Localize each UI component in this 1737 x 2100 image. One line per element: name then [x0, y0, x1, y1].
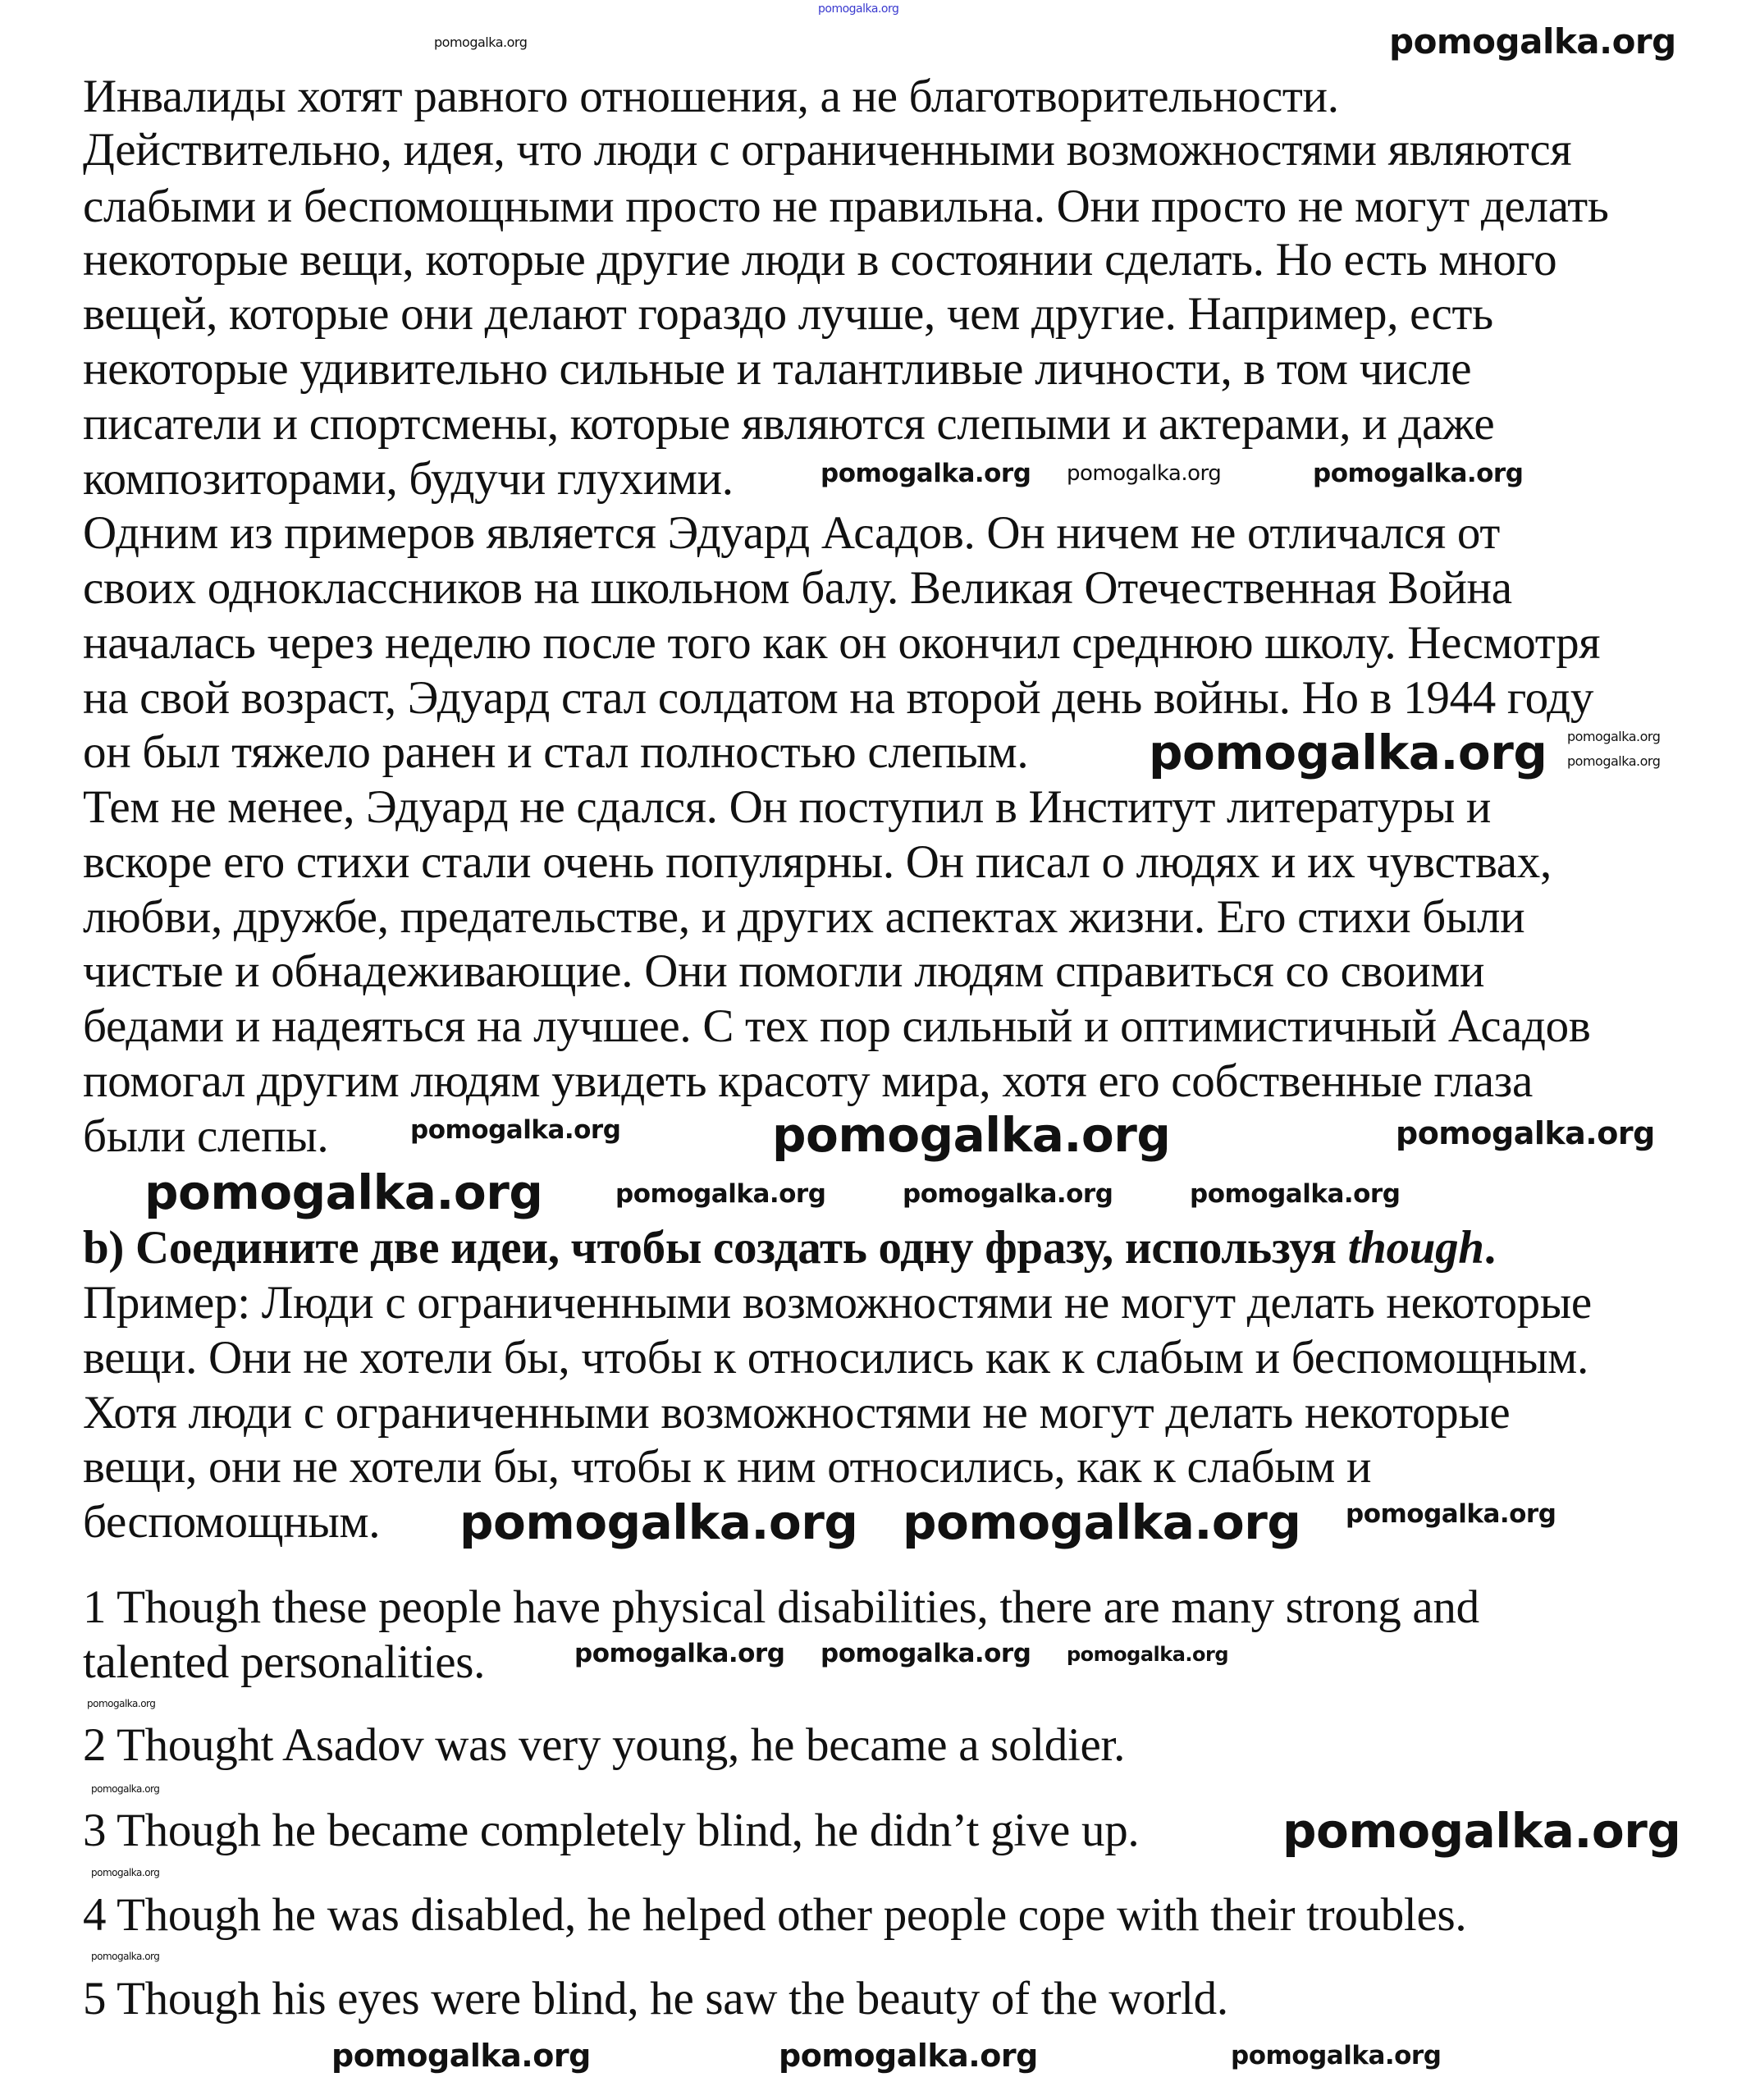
watermark: pomogalka.org	[91, 1783, 160, 1795]
text-line: началась через неделю после того как он окончил среднюю школу. Несмотря	[83, 617, 1601, 669]
watermark: pomogalka.org	[1567, 729, 1661, 744]
answer-line: 4 Though he was disabled, he helped other people cope with their troubles.	[83, 1889, 1467, 1941]
text-line: чистые и обнадеживающие. Они помогли людям справиться со своими	[83, 945, 1485, 997]
watermark: pomogalka.org	[903, 1494, 1301, 1550]
text-line: композиторами, будучи глухими.	[83, 453, 734, 505]
watermark: pomogalka.org	[91, 1867, 160, 1878]
text-line: были слепы.	[83, 1110, 329, 1162]
example-line: вещи. Они не хотели бы, чтобы к относились как к слабым и беспомощным.	[83, 1332, 1588, 1384]
watermark: pomogalka.org	[772, 1107, 1171, 1163]
text-line: на свой возраст, Эдуард стал солдатом на второй день войны. Но в 1944 году	[83, 672, 1594, 724]
text-line: Инвалиды хотят равного отношения, а не благотворительности.	[83, 71, 1339, 122]
heading-end: .	[1483, 1222, 1496, 1274]
text-line: Тем не менее, Эдуард не сдался. Он поступил в Институт литературы и	[83, 781, 1492, 833]
text-line: слабыми и беспомощными просто не правильна. Они просто не могут делать	[83, 181, 1609, 232]
watermark: pomogalka.org	[574, 1639, 785, 1668]
watermark: pomogalka.org	[1313, 459, 1524, 488]
answer-line: 1 Though these people have physical disabilities, there are many strong and	[83, 1581, 1479, 1633]
text-line: писатели и спортсмены, которые являются слепыми и актерами, и даже	[83, 398, 1495, 450]
text-line: помогал другим людям увидеть красоту мира, хотя его собственные глаза	[83, 1055, 1533, 1107]
watermark: pomogalka.org	[818, 2, 899, 16]
watermark: pomogalka.org	[331, 2038, 591, 2074]
heading-keyword: though	[1347, 1222, 1484, 1274]
text-line: вещей, которые они делают гораздо лучше, чем другие. Например, есть	[83, 288, 1493, 340]
watermark: pomogalka.org	[1067, 1643, 1229, 1666]
watermark: pomogalka.org	[459, 1494, 858, 1550]
watermark: pomogalka.org	[410, 1115, 621, 1145]
text-line: своих одноклассников на школьном балу. Великая Отечественная Война	[83, 562, 1512, 614]
example-line: Пример: Люди с ограниченными возможностями не могут делать некоторые	[83, 1277, 1592, 1329]
watermark: pomogalka.org	[1282, 1803, 1681, 1859]
watermark: pomogalka.org	[1567, 753, 1661, 769]
answer-line: 3 Though he became completely blind, he didn’t give up.	[83, 1805, 1140, 1856]
text-line: Действительно, идея, что люди с ограниченными возможностями являются	[83, 124, 1572, 176]
watermark: pomogalka.org	[91, 1951, 160, 1962]
watermark: pomogalka.org	[779, 2038, 1038, 2074]
text-line: Одним из примеров является Эдуард Асадов. Он ничем не отличался от	[83, 507, 1500, 559]
watermark: pomogalka.org	[1346, 1499, 1556, 1529]
example-line: беспомощным.	[83, 1496, 381, 1548]
watermark: pomogalka.org	[1396, 1115, 1655, 1151]
watermark: pomogalka.org	[821, 1639, 1031, 1668]
text-line: некоторые вещи, которые другие люди в состоянии сделать. Но есть много	[83, 234, 1557, 286]
text-line: бедами и надеяться на лучшее. С тех пор сильный и оптимистичный Асадов	[83, 1000, 1591, 1052]
watermark: pomogalka.org	[144, 1164, 543, 1220]
text-line: некоторые удивительно сильные и талантливые личности, в том числе	[83, 343, 1472, 395]
watermark: pomogalka.org	[615, 1179, 826, 1209]
example-line: Хотя люди с ограниченными возможностями не могут делать некоторые	[83, 1387, 1511, 1439]
answer-line: 5 Though his eyes were blind, he saw the beauty of the world.	[83, 1973, 1228, 2025]
text-line: любви, дружбе, предательстве, и других аспектах жизни. Его стихи были	[83, 891, 1525, 943]
text-line: он был тяжело ранен и стал полностью слепым.	[83, 726, 1029, 778]
example-line: вещи, они не хотели бы, чтобы к ним относились, как к слабым и	[83, 1441, 1372, 1493]
heading-text: b) Соедините две идеи, чтобы создать одну фразу, используя	[83, 1222, 1348, 1274]
watermark: pomogalka.org	[434, 34, 528, 50]
answer-line: 2 Thought Asadov was very young, he became a soldier.	[83, 1719, 1126, 1771]
watermark: pomogalka.org	[903, 1179, 1113, 1209]
watermark: pomogalka.org	[1389, 21, 1676, 62]
text-line: вскоре его стихи стали очень популярны. Он писал о людях и их чувствах,	[83, 836, 1552, 888]
watermark: pomogalka.org	[1149, 725, 1547, 780]
watermark: pomogalka.org	[821, 459, 1031, 488]
task-b-heading	[83, 1222, 1496, 1274]
watermark: pomogalka.org	[1190, 1179, 1401, 1209]
answer-line: talented personalities.	[83, 1636, 486, 1688]
watermark: pomogalka.org	[1231, 2041, 1442, 2070]
watermark: pomogalka.org	[87, 1698, 156, 1709]
watermark: pomogalka.org	[1067, 461, 1222, 486]
